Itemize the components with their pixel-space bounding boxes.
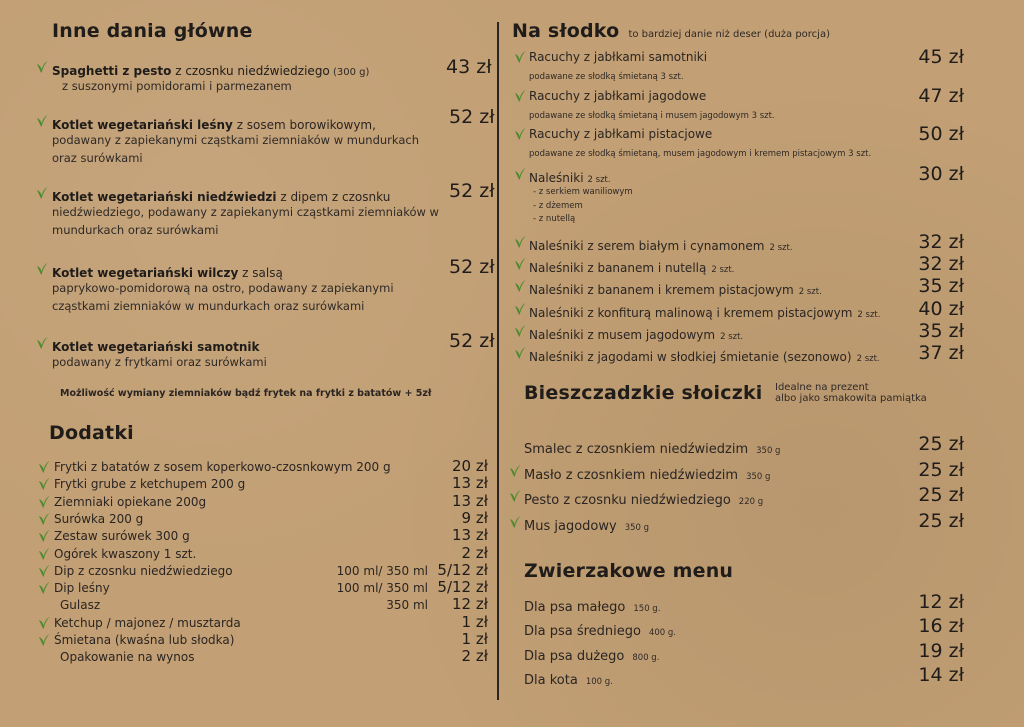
main-item-desc: paprykowo-pomidorową na ostro, podawany z zapiekanymi cząstkami ziemniaków w mundurkach oraz surówkami <box>52 281 394 313</box>
side-item-name: Śmietana (kwaśna lub słodka) <box>54 633 235 647</box>
main-item-desc: niedźwiedziego, podawany z zapiekanymi cząstkami ziemniaków w mundurkach oraz surówkami <box>52 205 439 237</box>
sweet-subtitle: to bardziej danie niż deser (duża porcja) <box>628 29 830 40</box>
pet-item-name: Dla psa małego <box>524 600 626 615</box>
jar-item-price: 25 zł <box>918 458 964 481</box>
main-item-name-rest: z sosem borowikowym, <box>232 118 376 132</box>
nalesniki-variant-name: Naleśniki z bananem i kremem pistacjowym <box>529 283 794 298</box>
nalesniki-variant-price: 32 zł <box>918 253 964 276</box>
side-item-price: 9 zł <box>461 508 488 527</box>
nalesniki-variant-price: 40 zł <box>918 297 964 320</box>
jar-item-qty: 350 g <box>756 446 781 456</box>
vegan-leaf-icon <box>514 302 526 316</box>
nalesniki-variant-price: 35 zł <box>918 319 964 342</box>
main-item-price: 52 zł <box>449 106 495 128</box>
vegan-leaf-icon <box>38 495 50 509</box>
nalesniki-variant-qty: 2 szt. <box>856 354 880 364</box>
nalesniki-variant <box>529 257 734 276</box>
jar-item-name: Smalec z czosnkiem niedźwiedzim <box>524 442 749 457</box>
side-item-price: 1 zł <box>461 630 488 648</box>
nalesniki-option: - z nutellą <box>533 214 576 224</box>
side-item-name: Dip z czosnku niedźwiedziego <box>54 563 233 578</box>
side-item-name: Ziemniaki opiekane 200g <box>54 494 207 509</box>
vegan-leaf-icon <box>509 489 521 503</box>
vegan-leaf-icon <box>514 324 526 338</box>
side-item-price: 5/12 zł <box>437 578 488 597</box>
racuchy-item-price: 47 zł <box>918 85 964 107</box>
vegan-leaf-icon <box>38 512 50 526</box>
side-item-name: Dip leśny <box>54 581 110 596</box>
jar-item-name: Mus jagodowy <box>524 518 617 534</box>
nalesniki-variant <box>529 235 793 254</box>
side-item-qty: 100 ml/ 350 ml <box>336 563 428 578</box>
mains-title: Inne dania główne <box>52 20 253 42</box>
vegan-leaf-icon <box>38 547 50 561</box>
side-item-price: 13 zł <box>452 526 488 545</box>
side-item-price: 2 zł <box>461 543 488 562</box>
vegan-leaf-icon <box>38 616 50 630</box>
side-item-price: 13 zł <box>452 474 488 493</box>
racuchy-item-name: Racuchy z jabłkami samotniki <box>529 50 708 64</box>
main-item-price: 52 zł <box>449 256 495 278</box>
nalesniki-variant-qty: 2 szt. <box>769 243 793 253</box>
nalesniki-variant-price: 35 zł <box>918 275 964 298</box>
vegan-leaf-icon <box>38 564 50 578</box>
jar-item-qty: 350 g <box>624 522 650 533</box>
racuchy-item-price: 45 zł <box>918 46 964 68</box>
side-item-name: Frytki z batatów z sosem koperkowo-czosnkowym 200 g <box>54 460 391 474</box>
jars-tagline-1: Idealne na prezent <box>775 382 869 393</box>
jar-item-name: Pesto z czosnku niedźwiedziego <box>524 493 731 508</box>
pet-item-name: Dla psa średniego <box>524 624 641 640</box>
main-item-name-rest: z czosnku niedźwiedziego <box>171 64 330 78</box>
vegan-leaf-icon <box>509 515 521 529</box>
racuchy-item-desc: podawane ze słodką śmietaną, musem jagodowym i kremem pistacjowym 3 szt. <box>529 149 872 159</box>
pet-item-qty: 400 g. <box>648 628 677 639</box>
nalesniki-variant-qty: 2 szt. <box>857 309 881 320</box>
vegan-leaf-icon <box>514 235 526 249</box>
jar-item <box>524 515 649 534</box>
jar-item <box>524 438 780 457</box>
main-item-weight: (300 g) <box>329 67 370 78</box>
nalesniki-variant-name: Naleśniki z musem jagodowym <box>529 327 716 342</box>
side-item-price: 1 zł <box>461 612 488 631</box>
vegan-leaf-icon <box>36 262 48 276</box>
sweet-title: Na słodko <box>512 20 620 42</box>
jars-tagline <box>775 382 927 404</box>
racuchy-item-name: Racuchy z jabłkami pistacjowe <box>529 127 713 141</box>
pet-item-price: 14 zł <box>918 663 964 686</box>
pet-item <box>524 669 613 688</box>
vegan-leaf-icon <box>38 529 50 543</box>
nalesniki-variant <box>529 324 743 343</box>
vegan-leaf-icon <box>514 50 526 64</box>
nalesniki-variant <box>529 279 822 298</box>
side-item-qty: 100 ml/ 350 ml <box>336 581 428 596</box>
side-item-price: 2 zł <box>461 647 488 666</box>
main-item-name-rest: z dipem z czosnku <box>276 190 391 204</box>
main-item-name: Kotlet wegetariański samotnik <box>52 340 260 354</box>
main-item-desc: podawany z frytkami oraz surówkami <box>52 355 267 369</box>
mains-note: Możliwość wymiany ziemniaków bądź frytek na frytki z batatów + 5zł <box>60 388 432 399</box>
jar-item <box>524 464 770 483</box>
side-item-price: 13 zł <box>452 491 488 510</box>
vegan-leaf-icon <box>36 336 48 350</box>
nalesniki-price: 30 zł <box>918 163 964 185</box>
pet-item-name: Dla kota <box>524 672 578 688</box>
nalesniki-qty: 2 szt. <box>587 175 611 185</box>
vegan-leaf-icon <box>36 186 48 200</box>
pet-item-qty: 100 g. <box>585 676 613 687</box>
pet-item-price: 16 zł <box>918 615 964 638</box>
vegan-leaf-icon <box>509 464 521 478</box>
pet-item <box>524 596 660 615</box>
nalesniki-variant-qty: 2 szt. <box>720 331 744 342</box>
side-item-name: Gulasz <box>60 598 101 613</box>
pets-title: Zwierzakowe menu <box>524 560 734 582</box>
main-item-price: 43 zł <box>446 56 492 78</box>
sides-title: Dodatki <box>49 422 134 444</box>
jar-item-price: 25 zł <box>918 509 964 532</box>
side-item-qty: 350 ml <box>386 598 428 613</box>
nalesniki-variant-name: Naleśniki z serem białym i cynamonem <box>529 239 765 253</box>
vegan-leaf-icon <box>514 279 526 293</box>
jar-item-qty: 220 g <box>738 497 764 507</box>
pet-item <box>524 645 659 664</box>
main-item-name: Spaghetti z pesto <box>52 64 172 78</box>
side-item-name: Opakowanie na wynos <box>60 650 195 665</box>
side-item-name: Frytki grube z ketchupem 200 g <box>54 477 246 492</box>
nalesniki-item <box>529 167 611 186</box>
nalesniki-variant-qty: 2 szt. <box>711 265 735 276</box>
sweet-header <box>512 20 830 42</box>
pet-item-qty: 150 g. <box>633 604 661 614</box>
main-item-name: Kotlet wegetariański niedźwiedzi <box>52 190 277 204</box>
vegan-leaf-icon <box>514 127 526 141</box>
vegan-leaf-icon <box>514 257 526 271</box>
side-item-price: 12 zł <box>452 595 488 614</box>
nalesniki-option: - z serkiem waniliowym <box>533 187 633 197</box>
racuchy-item-desc: podawane ze słodką śmietaną i musem jagodowym 3 szt. <box>529 111 775 121</box>
vegan-leaf-icon <box>514 346 526 360</box>
nalesniki-variant-price: 32 zł <box>918 231 964 253</box>
side-item-name: Zestaw surówek 300 g <box>54 529 190 544</box>
nalesniki-variant-qty: 2 szt. <box>798 287 822 298</box>
main-item-name: Kotlet wegetariański wilczy <box>52 266 239 280</box>
vegan-leaf-icon <box>514 167 526 181</box>
nalesniki-variant-name: Naleśniki z bananem i nutellą <box>529 261 707 276</box>
main-item-price: 52 zł <box>449 330 495 352</box>
vegan-leaf-icon <box>36 60 48 74</box>
side-item-name: Ketchup / majonez / musztarda <box>54 615 241 630</box>
jars-title: Bieszczadzkie słoiczki <box>524 382 763 404</box>
jars-tagline-2: albo jako smakowita pamiątka <box>775 393 927 404</box>
jar-item-price: 25 zł <box>918 484 964 506</box>
nalesniki-variant <box>529 302 880 321</box>
side-item-price: 20 zł <box>452 457 488 475</box>
nalesniki-variant <box>529 346 880 365</box>
vegan-leaf-icon <box>38 460 50 474</box>
nalesniki-variant-name: Naleśniki z konfiturą malinową i kremem pistacjowym <box>529 305 853 320</box>
side-item-name: Surówka 200 g <box>54 511 144 526</box>
vegan-leaf-icon <box>38 633 50 647</box>
pet-item <box>524 620 676 639</box>
side-item-price: 5/12 zł <box>437 560 488 579</box>
nalesniki-variant-price: 37 zł <box>918 342 964 364</box>
pet-item-name: Dla psa dużego <box>524 648 625 664</box>
racuchy-item-desc: podawane ze słodką śmietaną 3 szt. <box>529 72 684 82</box>
jar-item <box>524 489 763 508</box>
nalesniki-name: Naleśniki <box>529 171 584 185</box>
racuchy-item-price: 50 zł <box>918 123 964 145</box>
main-item-name-rest: z salsą <box>238 266 283 280</box>
vegan-leaf-icon <box>514 89 526 103</box>
main-item-price: 52 zł <box>449 180 495 202</box>
nalesniki-variant-name: Naleśniki z jagodami w słodkiej śmietanie (sezonowo) <box>529 350 852 364</box>
pet-item-price: 19 zł <box>918 639 964 662</box>
column-divider <box>497 22 499 700</box>
main-item-name: Kotlet wegetariański leśny <box>52 118 233 132</box>
jar-item-qty: 350 g <box>746 471 771 482</box>
main-item-desc: podawany z zapiekanymi cząstkami ziemniaków w mundurkach oraz surówkami <box>52 133 420 165</box>
pet-item-qty: 800 g. <box>632 652 660 663</box>
nalesniki-option: - z dżemem <box>533 200 583 211</box>
jar-item-name: Masło z czosnkiem niedźwiedzim <box>524 467 739 483</box>
vegan-leaf-icon <box>38 581 50 595</box>
main-item-desc: z suszonymi pomidorami i parmezanem <box>62 79 292 93</box>
pet-item-price: 12 zł <box>918 591 964 613</box>
side-item-name: Ogórek kwaszony 1 szt. <box>54 546 197 561</box>
jar-item-price: 25 zł <box>918 433 964 455</box>
vegan-leaf-icon <box>36 114 48 128</box>
vegan-leaf-icon <box>38 477 50 491</box>
racuchy-item-name: Racuchy z jabłkami jagodowe <box>529 89 707 103</box>
